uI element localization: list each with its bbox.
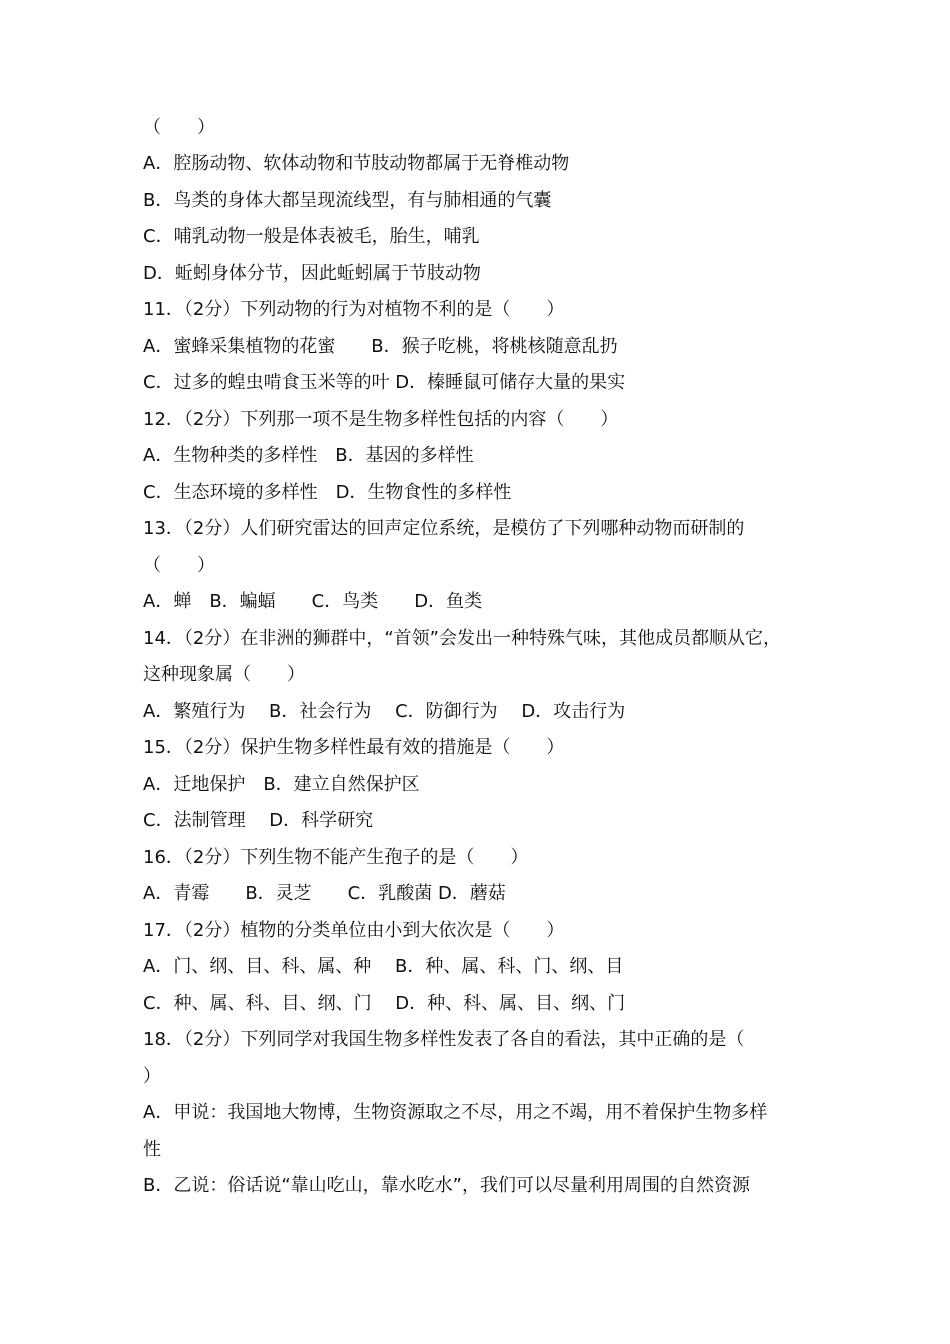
- option-a-q18-continued: 性: [143, 1139, 161, 1160]
- option-a-q10: A．腔肠动物、软体动物和节肢动物都属于无脊椎动物: [143, 153, 570, 174]
- question-14: 14．（2分）在非洲的狮群中，“首领”会发出一种特殊气味，其他成员都顺从它，: [143, 628, 782, 649]
- option-d-q10: D．蚯蚓身体分节，因此蚯蚓属于节肢动物: [143, 263, 481, 284]
- options-q13: A．蝉 B．蝙蝠 C．鸟类 D．鱼类: [143, 591, 483, 612]
- options-q16: A．青霉 B．灵芝 C．乳酸菌 D．蘑菇: [143, 883, 506, 904]
- question-16: 16．（2分）下列生物不能产生孢子的是（ ）: [143, 847, 529, 868]
- options-cd-q15: C．法制管理 D．科学研究: [143, 810, 374, 831]
- question-18: 18．（2分）下列同学对我国生物多样性发表了各自的看法，其中正确的是（: [143, 1029, 745, 1050]
- options-cd-q17: C．种、属、科、目、纲、门 D．种、科、属、目、纲、门: [143, 993, 626, 1014]
- option-c-q10: C．哺乳动物一般是体表被毛，胎生，哺乳: [143, 226, 480, 247]
- options-ab-q12: A．生物种类的多样性 B．基因的多样性: [143, 445, 474, 466]
- option-b-q18: B．乙说：俗话说“靠山吃山，靠水吃水”，我们可以尽量利用周围的自然资源: [143, 1175, 750, 1196]
- question-11: 11．（2分）下列动物的行为对植物不利的是（ ）: [143, 299, 565, 320]
- answer-bracket-q13: （ ）: [143, 555, 215, 576]
- options-cd-q11: C．过多的蝗虫啃食玉米等的叶 D．榛睡鼠可储存大量的果实: [143, 372, 626, 393]
- options-ab-q15: A．迁地保护 B．建立自然保护区: [143, 774, 420, 795]
- options-cd-q12: C．生态环境的多样性 D．生物食性的多样性: [143, 482, 512, 503]
- options-ab-q17: A．门、纲、目、科、属、种 B．种、属、科、门、纲、目: [143, 956, 624, 977]
- answer-bracket-q10: （ ）: [143, 117, 215, 138]
- options-q14: A．繁殖行为 B．社会行为 C．防御行为 D．攻击行为: [143, 701, 626, 722]
- option-a-q18: A．甲说：我国地大物博，生物资源取之不尽，用之不竭，用不着保护生物多样: [143, 1102, 768, 1123]
- option-b-q10: B．鸟类的身体大都呈现流线型，有与肺相通的气囊: [143, 190, 552, 211]
- question-15: 15．（2分）保护生物多样性最有效的措施是（ ）: [143, 737, 565, 758]
- question-12: 12．（2分）下列那一项不是生物多样性包括的内容（ ）: [143, 409, 619, 430]
- options-ab-q11: A．蜜蜂采集植物的花蜜 B．猴子吃桃，将桃核随意乱扔: [143, 336, 618, 357]
- question-18-continued: ）: [143, 1066, 161, 1087]
- question-17: 17．（2分）植物的分类单位由小到大依次是（ ）: [143, 920, 565, 941]
- question-14-continued: 这种现象属（ ）: [143, 664, 305, 685]
- question-13: 13．（2分）人们研究雷达的回声定位系统，是模仿了下列哪种动物而研制的: [143, 518, 745, 539]
